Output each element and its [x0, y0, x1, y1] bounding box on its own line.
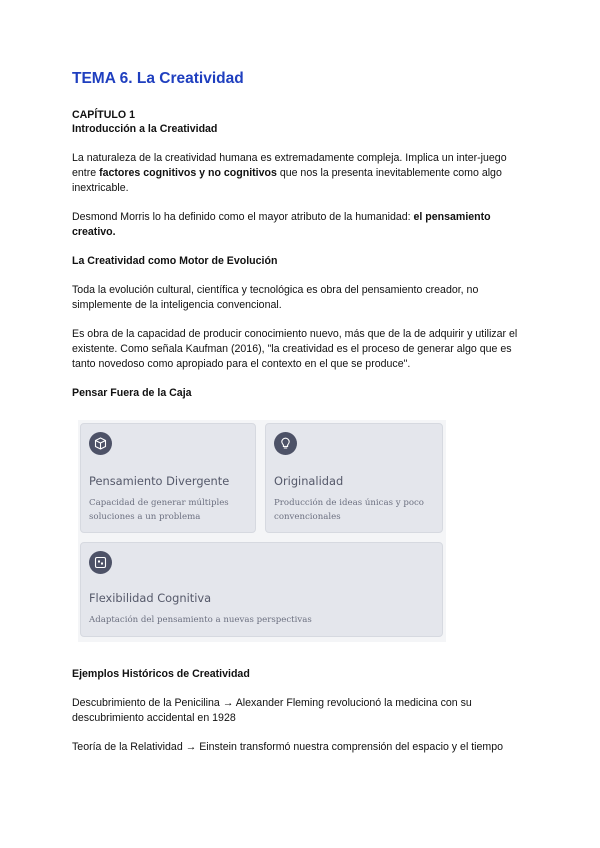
- example-relativity: Teoría de la Relatividad → Einstein transformó nuestra comprensión del espacio y el tiempo: [72, 741, 504, 753]
- chapter-label: CAPÍTULO 1: [72, 109, 135, 121]
- page-title: TEMA 6. La Creatividad: [72, 70, 244, 87]
- card-cognitive-flexibility: [80, 542, 443, 637]
- puzzle-icon: [89, 551, 112, 574]
- cube-icon: [89, 432, 112, 455]
- chapter-subtitle: Introducción a la Creatividad: [72, 123, 218, 135]
- intro-paragraph: [72, 151, 532, 195]
- section-heading-historical: Ejemplos Históricos de Creatividad: [72, 668, 250, 680]
- morris-paragraph: [72, 210, 532, 240]
- card-title: Pensamiento Divergente: [89, 474, 230, 488]
- evolution-paragraph: Toda la evolución cultural, científica y tecnológica es obra del pensamiento creador, no simplemente de la inteligencia convencional.: [72, 284, 479, 311]
- section-heading-evolution: La Creatividad como Motor de Evolución: [72, 255, 278, 267]
- card-title: Originalidad: [274, 474, 344, 488]
- card-description: Adaptación del pensamiento a nuevas perspectivas: [89, 615, 312, 625]
- morris-text-bold: el pensamiento creativo.: [72, 211, 491, 238]
- kaufman-paragraph: Es obra de la capacidad de producir conocimiento nuevo, más que de la de adquirir y utilizar el existente. Como señala Kaufman (2016), "la creatividad es el proceso de generar algo que es tanto novedoso como apropiado para el contexto en el que se produce".: [72, 328, 518, 370]
- card-description: Producción de ideas únicas y poco convencionales: [274, 498, 424, 522]
- intro-text-a: La naturaleza de la creatividad humana es extremadamente compleja. Implica un inter-juego entre: [72, 152, 507, 179]
- card-title: Flexibilidad Cognitiva: [89, 591, 212, 605]
- lightbulb-icon: [274, 432, 297, 455]
- morris-text: Desmond Morris lo ha definido como el mayor atributo de la humanidad:: [72, 211, 414, 223]
- concept-cards-figure: [78, 420, 446, 642]
- intro-text-b: que nos la presenta inevitablemente como algo inextricable.: [72, 166, 502, 194]
- section-heading-outside-box: Pensar Fuera de la Caja: [72, 387, 192, 399]
- card-divergent-thinking: [80, 423, 256, 533]
- example-penicillin: Descubrimiento de la Penicilina → Alexander Fleming revolucionó la medicina con su descubrimiento accidental en 1928: [72, 697, 472, 724]
- card-originality: [265, 423, 443, 533]
- intro-text-bold: factores cognitivos y no cognitivos: [99, 166, 277, 179]
- card-description: Capacidad de generar múltiples soluciones a un problema: [89, 498, 229, 522]
